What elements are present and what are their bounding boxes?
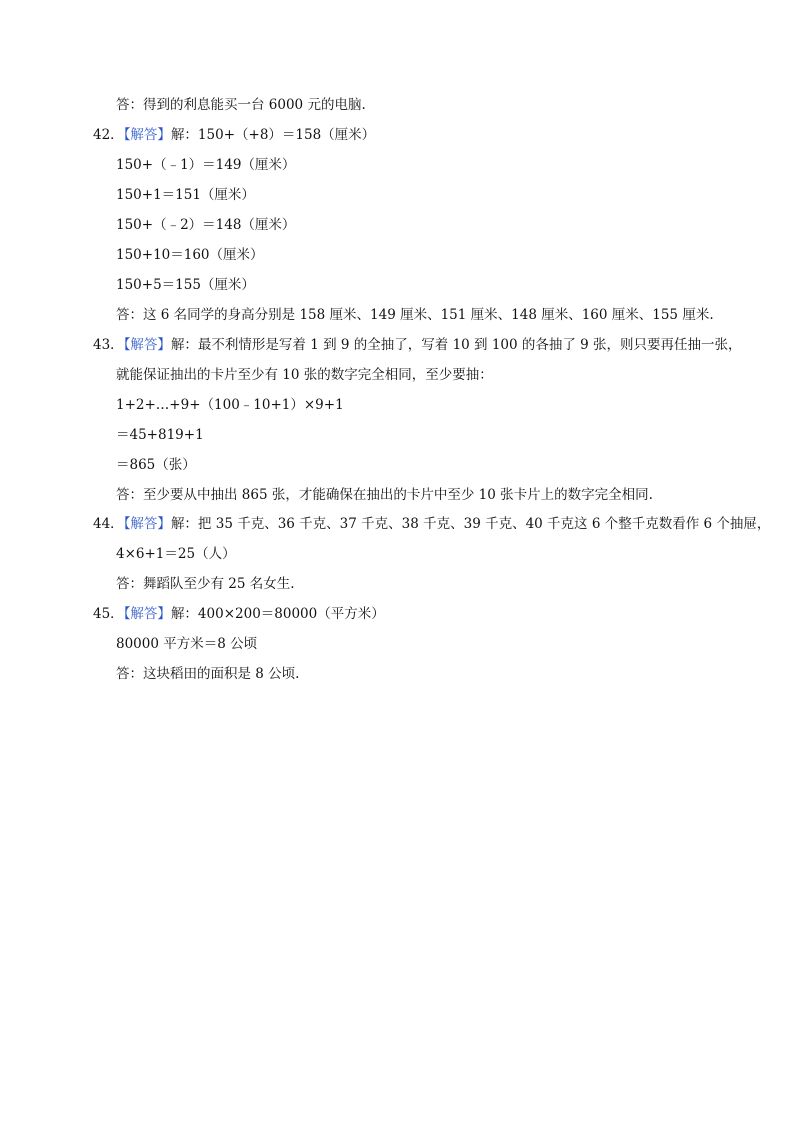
answer-45: 答：这块稻田的面积是 8 公顷.: [116, 666, 300, 682]
question-number: 44．: [93, 516, 124, 532]
step-line: ＝865（张）: [116, 457, 196, 473]
step-line: 150+1＝151（厘米）: [116, 187, 255, 203]
answer-44: 答：舞蹈队至少有 25 名女生.: [116, 576, 295, 592]
answer-tag: 【解答】: [123, 516, 171, 532]
step-line: 150+（﹣2）＝148（厘米）: [116, 217, 296, 233]
answer-42: 答：这 6 名同学的身高分别是 158 厘米、149 厘米、151 厘米、148 厘米、160 厘米、155 厘米.: [116, 307, 714, 323]
step-line: 150+5＝155（厘米）: [116, 277, 255, 293]
solution-text: 解：把 35 千克、36 千克、37 千克、38 千克、39 千克、40 千克这 6 个整千克数看作 6 个抽屉，: [170, 516, 771, 532]
question-number: 45．: [93, 606, 124, 622]
question-44-header: [93, 514, 770, 534]
answer-tag: 【解答】: [123, 606, 171, 622]
solution-text: 解：最不利情形是写着 1 到 9 的全抽了，写着 10 到 100 的各抽了 9 张，则只要再任抽一张，: [170, 337, 742, 353]
step-line: 1+2+…+9+（100﹣10+1）×9+1: [116, 397, 344, 413]
step-line: ＝45+819+1: [116, 427, 204, 443]
step-line: 80000 平方米＝8 公顷: [116, 636, 258, 652]
step-line: 150+10＝160（厘米）: [116, 247, 264, 263]
question-number: 42．: [93, 127, 124, 143]
solution-text: 解：400×200＝80000（平方米）: [170, 606, 385, 622]
answer-43: 答：至少要从中抽出 865 张，才能确保在抽出的卡片中至少 10 张卡片上的数字完全相同.: [116, 487, 653, 503]
step-line: 150+（﹣1）＝149（厘米）: [116, 157, 296, 173]
question-42-header: [93, 125, 375, 145]
answer-41: 答：得到的利息能买一台 6000 元的电脑.: [116, 97, 366, 113]
step-line: 就能保证抽出的卡片至少有 10 张的数字完全相同，至少要抽：: [116, 367, 493, 383]
answer-tag: 【解答】: [123, 337, 171, 353]
question-45-header: [93, 604, 385, 624]
answer-tag: 【解答】: [123, 127, 171, 143]
solution-text: 解：150+（+8）＝158（厘米）: [170, 127, 376, 143]
question-43-header: [93, 335, 742, 355]
question-number: 43．: [93, 337, 124, 353]
step-line: 4×6+1＝25（人）: [116, 546, 236, 562]
